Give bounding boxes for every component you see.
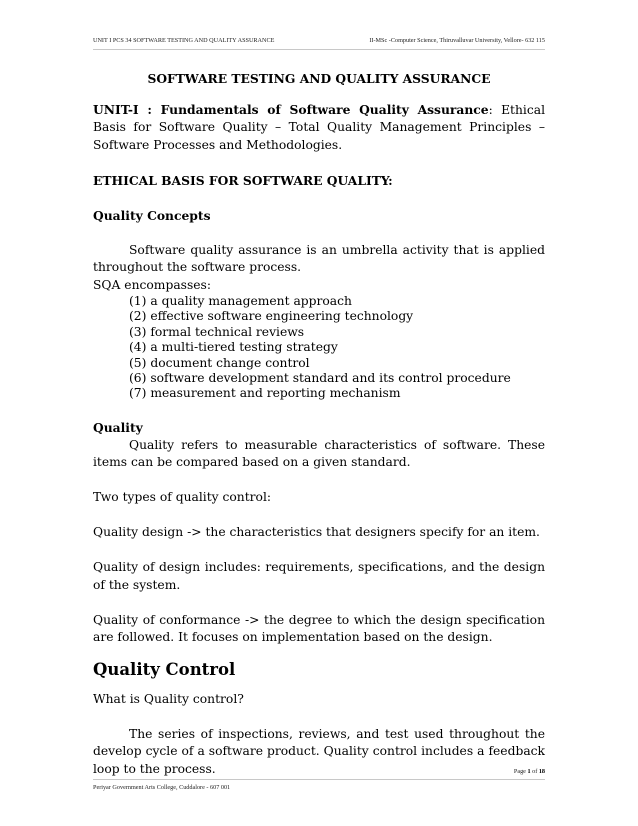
unit-topics: : Ethical Basis for Software Quality – Total Quality Management Principles – Software Processes and Methodologies. [93, 102, 545, 152]
page-content [93, 70, 545, 778]
section-heading: ETHICAL BASIS FOR SOFTWARE QUALITY: [93, 172, 393, 188]
quality-heading: Quality [93, 420, 143, 436]
list-item: (1) a quality management approach [129, 294, 352, 308]
unit-label: UNIT-I : Fundamentals of Software Quality Assurance [93, 101, 489, 117]
page-total: 18 [538, 768, 545, 775]
quality-paragraph: Quality refers to measurable characteristics of software. These items can be compared based on a given standard. [93, 437, 545, 470]
document-title: SOFTWARE TESTING AND QUALITY ASSURANCE [147, 71, 491, 86]
page-number [514, 768, 545, 775]
header-course-title: UNIT I PCS 34 SOFTWARE TESTING AND QUALITY ASSURANCE [93, 37, 275, 44]
page-current: 1 [527, 768, 531, 775]
sqa-intro: SQA encompasses: [93, 277, 211, 292]
list-item: (4) a multi-tiered testing strategy [129, 340, 338, 355]
what-is-qc-line: What is Quality control? [93, 691, 244, 706]
quality-concepts-heading: Quality Concepts [93, 207, 211, 223]
page-header [93, 37, 545, 49]
list-item: (6) software development standard and its control procedure [129, 371, 511, 386]
quality-concepts-paragraph: Software quality assurance is an umbrella activity that is applied throughout the software process. [93, 242, 545, 274]
list-item: (5) document change control [129, 355, 310, 370]
unit-summary [93, 101, 545, 155]
page-prefix: Page [513, 768, 528, 775]
footer-institution: Periyar Government Arts College, Cuddalore - 607 001 [93, 784, 231, 791]
two-types-line: Two types of quality control: [93, 490, 272, 505]
sqa-list [93, 294, 545, 402]
footer-rule [93, 779, 545, 780]
quality-design-line: Quality design -> the characteristics that designers specify for an item. [93, 525, 540, 540]
header-institution: II-MSc -Computer Science, Thiruvalluvar University, Vellore- 632 115 [369, 37, 545, 44]
quality-control-definition: The series of inspections, reviews, and test used throughout the develop cycle of a software product. Quality control includes a feedback loop to the process. [93, 726, 545, 776]
header-rule [93, 49, 545, 50]
list-item: (2) effective software engineering technology [129, 309, 414, 324]
quality-conformance-paragraph: Quality of conformance -> the degree to which the design specification are followed. It focuses on implementation based on the design. [93, 612, 545, 645]
list-item: (7) measurement and reporting mechanism [129, 386, 401, 401]
quality-control-heading: Quality Control [93, 659, 236, 679]
page-of: of [530, 768, 539, 775]
list-item: (3) formal technical reviews [129, 324, 305, 339]
quality-of-design-paragraph: Quality of design includes: requirements, specifications, and the design of the system. [93, 560, 545, 592]
